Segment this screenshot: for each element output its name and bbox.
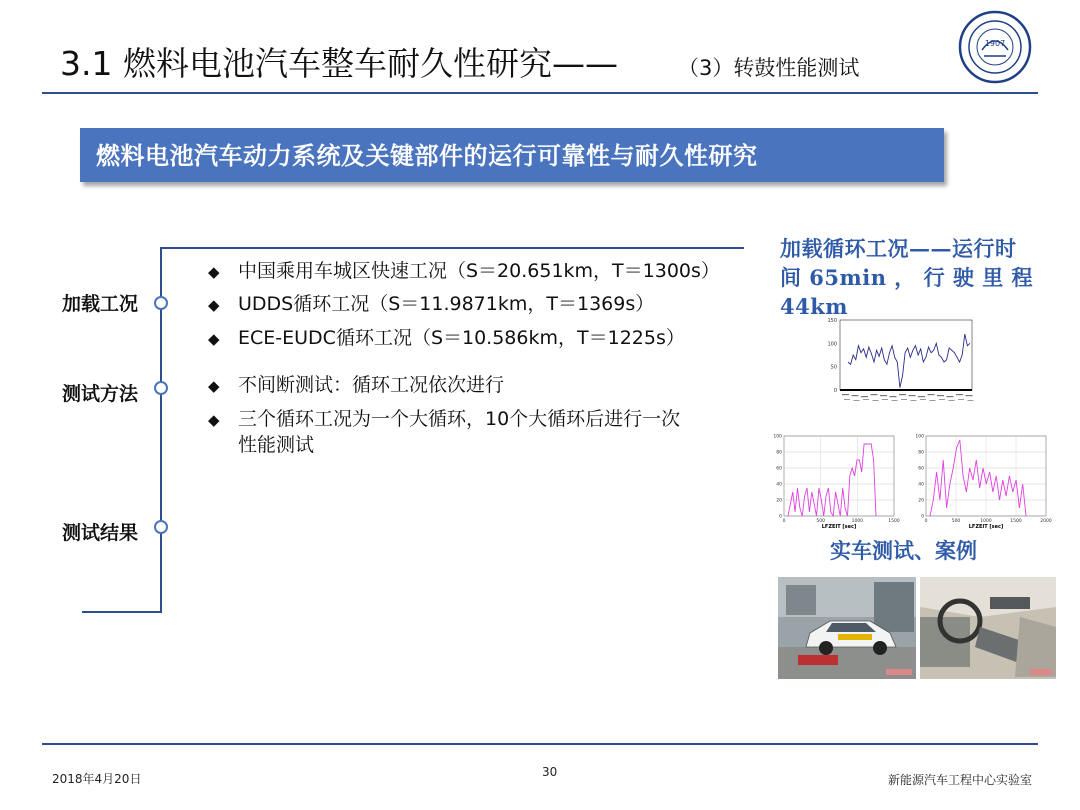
y-tick-label: 20 (776, 498, 782, 504)
axis-label-glyph (852, 395, 859, 396)
axis-label-glyph (947, 396, 954, 397)
axis-label-glyph (909, 395, 916, 396)
university-logo (958, 10, 1032, 84)
section-label-results: 测试结果 (62, 522, 139, 544)
axis-label-glyph (863, 399, 869, 400)
axis-label-glyph (911, 400, 917, 401)
x-tick-label: 1000 (980, 519, 992, 524)
list-item: ◆ UDDS循环工况（S＝11.9871km，T＝1369s） (208, 291, 654, 318)
axis-label-glyph (890, 396, 897, 397)
axis-label-glyph (899, 394, 906, 395)
y-tick-label: 100 (773, 434, 782, 440)
title-divider (42, 92, 1038, 94)
axis-label-glyph (901, 399, 907, 400)
vehicle-interior-photo (920, 577, 1056, 679)
caption-line: 加载循环工况——运行时 (780, 236, 1017, 261)
speed-cycle-chart (820, 312, 976, 408)
axis-label-glyph (880, 395, 887, 396)
y-tick-label: 0 (779, 514, 782, 520)
timeline-node-results (154, 520, 168, 534)
dyno-trace-chart-2 (912, 430, 1052, 530)
x-tick-label: 1000 (851, 519, 864, 524)
axis-label-glyph (918, 396, 925, 397)
diamond-bullet-icon: ◆ (208, 263, 220, 281)
x-tick-label: 0 (924, 519, 928, 524)
y-tick-label: 100 (827, 341, 837, 348)
y-tick-label: 0 (921, 514, 924, 520)
x-axis-label: LFZEIT [sec] (821, 524, 857, 530)
diamond-bullet-icon: ◆ (208, 411, 220, 429)
diamond-bullet-icon: ◆ (208, 330, 220, 348)
x-tick-label: 500 (951, 519, 961, 524)
footer-date: 2018年4月20日 (52, 772, 142, 786)
y-tick-label: 100 (915, 434, 924, 440)
axis-label-glyph (939, 399, 945, 400)
x-tick-label: 0 (782, 519, 786, 524)
banner-text: 燃料电池汽车动力系统及关键部件的运行可靠性与耐久性研究 (96, 142, 758, 170)
list-item: ◆ ECE-EUDC循环工况（S＝10.586km，T＝1225s） (208, 325, 685, 352)
axis-label-glyph (949, 400, 955, 401)
y-tick-label: 0 (833, 388, 837, 394)
slide-title: 3.1 燃料电池汽车整车耐久性研究—— (60, 44, 618, 83)
diamond-bullet-icon: ◆ (208, 296, 220, 314)
list-item: ◆ 不间断测试：循环工况依次进行 (208, 372, 504, 399)
axis-label-glyph (854, 400, 860, 401)
axis-label-glyph (844, 399, 850, 400)
y-tick-label: 40 (776, 482, 782, 488)
y-tick-label: 50 (830, 364, 837, 371)
y-tick-label: 150 (827, 318, 837, 324)
x-axis-label: LFZEIT [sec] (968, 524, 1004, 530)
y-tick-label: 60 (776, 466, 782, 472)
timeline-node-loading (154, 296, 168, 310)
axis-label-glyph (928, 394, 935, 395)
x-tick-label: 1500 (1010, 519, 1022, 524)
section-label-method: 测试方法 (62, 383, 139, 405)
timeline-bottom-line (82, 611, 162, 613)
y-tick-label: 80 (918, 450, 924, 456)
y-tick-label: 60 (918, 466, 924, 472)
x-tick-label: 500 (816, 519, 825, 524)
timeline-node-method (154, 381, 168, 395)
axis-label-glyph (920, 399, 926, 400)
y-tick-label: 80 (776, 450, 782, 456)
axis-label-glyph (930, 400, 936, 401)
axis-label-glyph (882, 399, 888, 400)
x-tick-label: 1500 (888, 519, 900, 524)
axis-label-glyph (958, 399, 964, 400)
section-label-loading: 加载工况 (62, 293, 139, 315)
dyno-trace-chart-1 (770, 430, 900, 530)
list-item-continuation: 性能测试 (238, 434, 315, 456)
loading-cycle-caption (780, 234, 1046, 321)
caption-line: 44km (780, 294, 848, 319)
footer-organization: 新能源汽车工程中心实验室 (888, 773, 1033, 787)
diamond-bullet-icon: ◆ (208, 377, 220, 395)
axis-label-glyph (937, 395, 944, 396)
axis-label-glyph (966, 395, 973, 396)
axis-label-glyph (892, 400, 898, 401)
slide-subtitle: （3）转鼓性能测试 (678, 56, 860, 80)
footer-divider (42, 743, 1038, 745)
timeline-top-line (162, 247, 744, 249)
page-number: 30 (542, 765, 558, 779)
axis-label-glyph (956, 394, 963, 395)
axis-label-glyph (871, 394, 878, 395)
caption-line: 间 65min ， 行 驶 里 程 (780, 265, 1034, 290)
vehicle-test-photo (778, 577, 916, 679)
plot-area (784, 436, 894, 516)
plot-area (840, 320, 972, 390)
real-test-caption: 实车测试、案例 (830, 538, 977, 563)
axis-label-glyph (968, 400, 974, 401)
y-tick-label: 40 (918, 482, 924, 488)
list-item: ◆ 中国乘用车城区快速工况（S＝20.651km，T＝1300s） (208, 258, 720, 285)
axis-label-glyph (842, 394, 849, 395)
axis-label-glyph (873, 400, 879, 401)
y-tick-label: 20 (918, 498, 924, 504)
x-tick-label: 2000 (1040, 519, 1052, 524)
axis-label-glyph (861, 396, 868, 397)
svg-text:1907: 1907 (984, 39, 1006, 48)
list-item: ◆ 三个循环工况为一个大循环，10个大循环后进行一次 (208, 406, 680, 433)
